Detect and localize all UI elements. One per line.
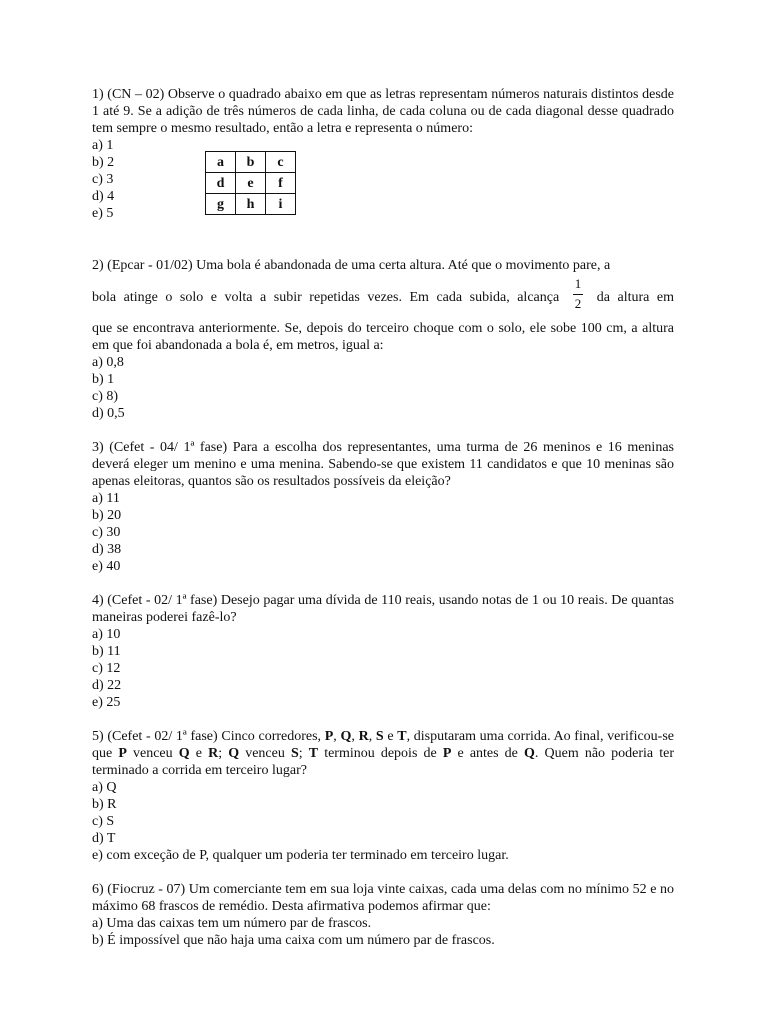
stem-text: venceu — [126, 746, 179, 761]
grid-cell: b — [236, 152, 266, 173]
runner-name: Q — [340, 729, 352, 744]
stem-text: venceu — [239, 746, 291, 761]
question-2-text: da altura em — [596, 290, 674, 306]
grid-cell: f — [266, 173, 296, 194]
runner-name: T — [308, 746, 319, 761]
option-e: e) 5 — [92, 206, 114, 221]
runner-name: T — [397, 729, 407, 744]
option-c: c) 12 — [92, 661, 121, 676]
grid-cell: e — [236, 173, 266, 194]
fraction-bar — [573, 294, 584, 295]
stem-text: , disputaram uma corrida. Ao final, verificou-se que — [92, 729, 675, 761]
grid-cell: d — [206, 173, 236, 194]
runner-name: Q — [524, 746, 535, 761]
grid-cell: g — [206, 194, 236, 215]
question-2-stem-rest: que se encontrava anteriormente. Se, depois do terceiro choque com o solo, ele sobe 100 cm, a altura em que foi abandonada a bola é, em metros, igual a: — [92, 321, 674, 353]
question-6-stem: 6) (Fiocruz - 07) Um comerciante tem em sua loja vinte caixas, cada uma delas com no mínimo 52 e no máximo 68 frascos de remédio. Desta afirmativa podemos afirmar que: — [92, 882, 674, 914]
option-c: c) 8) — [92, 389, 119, 404]
grid-cell: i — [266, 194, 296, 215]
option-d: d) 4 — [92, 189, 115, 204]
option-a: a) 10 — [92, 627, 121, 642]
fraction-one-half — [573, 277, 584, 311]
fraction-denominator: 2 — [574, 296, 582, 311]
stem-text: e — [383, 729, 398, 744]
question-1-options — [92, 137, 674, 222]
runner-name: P — [118, 746, 127, 761]
runner-name: R — [358, 729, 369, 744]
option-a: a) 0,8 — [92, 355, 124, 370]
stem-text: ; — [298, 746, 309, 761]
option-c: c) S — [92, 814, 115, 829]
option-a: a) 11 — [92, 491, 120, 506]
stem-text: e antes de — [451, 746, 525, 761]
question-2-fraction-line — [92, 276, 674, 315]
option-b: b) 1 — [92, 372, 115, 387]
stem-text: , — [333, 729, 341, 744]
option-a: a) 1 — [92, 138, 114, 153]
stem-text: e — [189, 746, 209, 761]
question-5 — [92, 728, 674, 864]
question-2-stem: 2) (Epcar - 01/02) Uma bola é abandonada de uma certa altura. Até que o movimento pare, a — [92, 258, 611, 273]
option-b: b) 11 — [92, 644, 121, 659]
question-5-stem — [92, 728, 674, 779]
question-1 — [92, 86, 674, 222]
option-b: b) R — [92, 797, 117, 812]
question-3-stem: 3) (Cefet - 04/ 1ª fase) Para a escolha dos representantes, uma turma de 26 meninos e 16 meninas deverá eleger um menino e uma menina. Sabendo-se que existem 11 candidatos e que 10 meninas são apenas eleitoras, quantos são os resultados possíveis da eleição? — [92, 440, 674, 489]
option-b: b) 2 — [92, 155, 115, 170]
runner-name: Q — [178, 746, 190, 761]
option-a: a) Q — [92, 780, 117, 795]
question-2-text: bola atinge o solo e volta a subir repetidas vezes. Em cada subida, alcança — [92, 290, 560, 306]
magic-square-grid — [205, 151, 296, 215]
question-4 — [92, 592, 674, 711]
runner-name: Q — [228, 746, 240, 761]
grid-cell: c — [266, 152, 296, 173]
option-a: a) Uma das caixas tem um número par de frascos. — [92, 916, 372, 931]
grid-cell: h — [236, 194, 266, 215]
question-1-stem: 1) (CN – 02) Observe o quadrado abaixo em que as letras representam números naturais distintos desde 1 até 9. Se a adição de três números de cada linha, de cada coluna ou de cada diagonal desse quadrado tem sempre o mesmo resultado, então a letra e representa o número: — [92, 87, 674, 136]
option-e: e) 40 — [92, 559, 121, 574]
runner-name: S — [290, 746, 299, 761]
fraction-numerator: 1 — [574, 276, 582, 291]
runner-name: S — [375, 729, 384, 744]
runner-name: P — [442, 746, 452, 761]
exam-page — [92, 86, 674, 966]
option-c: c) 30 — [92, 525, 121, 540]
stem-text: terminou depois de — [318, 746, 443, 761]
option-d: d) 38 — [92, 542, 122, 557]
option-e: e) com exceção de P, qualquer um poderia ter terminado em terceiro lugar. — [92, 848, 509, 863]
question-2 — [92, 257, 674, 422]
runner-name: R — [208, 746, 219, 761]
option-d: d) 0,5 — [92, 406, 125, 421]
stem-text: 5) (Cefet - 02/ 1ª fase) Cinco corredores, — [92, 729, 325, 744]
runner-name: P — [324, 729, 334, 744]
option-c: c) 3 — [92, 172, 114, 187]
question-3 — [92, 439, 674, 575]
option-d: d) 22 — [92, 678, 122, 693]
question-4-stem: 4) (Cefet - 02/ 1ª fase) Desejo pagar uma dívida de 110 reais, usando notas de 1 ou 10 reais. De quantas maneiras poderei fazê-lo? — [92, 593, 674, 625]
stem-text: , — [368, 729, 376, 744]
stem-text: . Quem não poderia ter terminado a corrida em terceiro lugar? — [92, 746, 674, 778]
option-d: d) T — [92, 831, 116, 846]
question-6 — [92, 881, 674, 949]
stem-text: ; — [218, 746, 229, 761]
stem-text: , — [351, 729, 359, 744]
option-e: e) 25 — [92, 695, 121, 710]
option-b: b) É impossível que não haja uma caixa com um número par de frascos. — [92, 933, 495, 948]
grid-cell: a — [206, 152, 236, 173]
option-b: b) 20 — [92, 508, 122, 523]
